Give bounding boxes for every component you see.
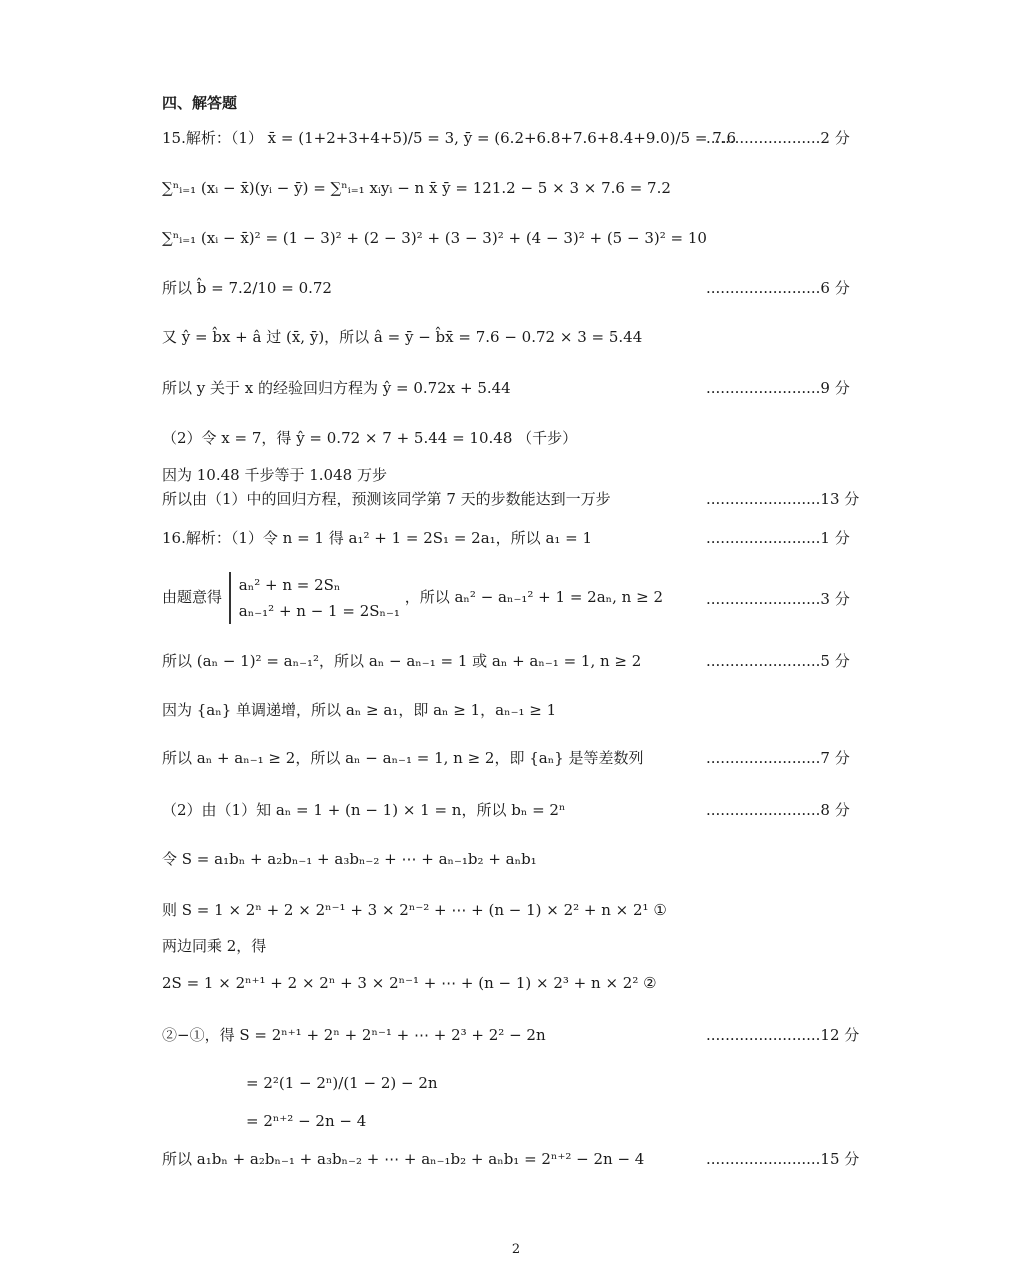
- q15-line-2: ∑ⁿᵢ₌₁ (xᵢ − x̄)(yᵢ − ȳ) = ∑ⁿᵢ₌₁ xᵢyᵢ − n x̄ ȳ = 121.2 − 5 × 3 × 7.6 = 7.2: [162, 179, 671, 197]
- q15-line-3: ∑ⁿᵢ₌₁ (xᵢ − x̄)² = (1 − 3)² + (2 − 3)² + (3 − 3)² + (4 − 3)² + (5 − 3)² = 10: [162, 229, 707, 247]
- q16-line-6: （2）由（1）知 aₙ = 1 + (n − 1) × 1 = n，所以 bₙ = 2ⁿ: [162, 801, 566, 819]
- system-eq-2: aₙ₋₁² + n − 1 = 2Sₙ₋₁: [238, 602, 400, 620]
- q15-line-4: 所以 b̂ = 7.2/10 = 0.72: [162, 279, 332, 297]
- q15-line-5: 又 ŷ = b̂x + â 过 (x̄, ȳ)，所以 â = ȳ − b̂x̄ = 7.6 − 0.72 × 3 = 5.44: [162, 328, 643, 346]
- q15-line-6: 所以 y 关于 x 的经验回归方程为 ŷ = 0.72x + 5.44: [162, 379, 511, 397]
- score-13: ........................13 分: [706, 490, 860, 508]
- section-heading: 四、解答题: [162, 94, 238, 112]
- q16-line-10: 2S = 1 × 2ⁿ⁺¹ + 2 × 2ⁿ + 3 × 2ⁿ⁻¹ + ⋯ + (n − 1) × 2³ + n × 2² ②: [162, 974, 657, 992]
- score-5: ........................5 分: [706, 652, 850, 670]
- q16-line-4: 因为 {aₙ} 单调递增，所以 aₙ ≥ a₁，即 aₙ ≥ 1，aₙ₋₁ ≥ 1: [162, 701, 557, 719]
- q16-line-14: 所以 a₁bₙ + a₂bₙ₋₁ + a₃bₙ₋₂ + ⋯ + aₙ₋₁b₂ + aₙb₁ = 2ⁿ⁺² − 2n − 4: [162, 1150, 645, 1168]
- score-15: ........................15 分: [706, 1150, 860, 1168]
- system-suffix: ，所以 aₙ² − aₙ₋₁² + 1 = 2aₙ, n ≥ 2: [404, 588, 663, 606]
- q16-line-11: ②−①，得 S = 2ⁿ⁺¹ + 2ⁿ + 2ⁿ⁻¹ + ⋯ + 2³ + 2² − 2n: [162, 1026, 546, 1044]
- score-1: ........................1 分: [706, 529, 850, 547]
- score-7: ........................7 分: [706, 749, 850, 767]
- q16-line-1: 16.解析：（1）令 n = 1 得 a₁² + 1 = 2S₁ = 2a₁，所以 a₁ = 1: [162, 529, 593, 547]
- system-prefix: 由题意得: [162, 588, 223, 606]
- q15-line-7: （2）令 x = 7，得 ŷ = 0.72 × 7 + 5.44 = 10.48 （千步）: [162, 429, 578, 447]
- q16-line-5: 所以 aₙ + aₙ₋₁ ≥ 2，所以 aₙ − aₙ₋₁ = 1, n ≥ 2，即 {aₙ} 是等差数列: [162, 749, 644, 767]
- equation-system: [229, 572, 400, 624]
- q15-line-1: 15.解析：（1） x̄ = (1+2+3+4+5)/5 = 3, ȳ = (6.2+6.8+7.6+8.4+9.0)/5 = 7.6: [162, 129, 737, 147]
- score-8: ........................8 分: [706, 801, 850, 819]
- q16-line-12: = 2²(1 − 2ⁿ)/(1 − 2) − 2n: [246, 1074, 438, 1092]
- system-eq-1: aₙ² + n = 2Sₙ: [238, 576, 341, 594]
- page-number: 2: [511, 1242, 521, 1257]
- score-9: ........................9 分: [706, 379, 850, 397]
- score-2: ........................2 分: [706, 129, 850, 147]
- q16-line-7: 令 S = a₁bₙ + a₂bₙ₋₁ + a₃bₙ₋₂ + ⋯ + aₙ₋₁b₂ + aₙb₁: [162, 850, 537, 868]
- score-3: ........................3 分: [706, 590, 850, 608]
- q16-line-3: 所以 (aₙ − 1)² = aₙ₋₁²，所以 aₙ − aₙ₋₁ = 1 或 aₙ + aₙ₋₁ = 1, n ≥ 2: [162, 652, 642, 670]
- score-6: ........................6 分: [706, 279, 850, 297]
- score-12: ........................12 分: [706, 1026, 860, 1044]
- q16-line-2: [162, 572, 663, 624]
- q15-line-9: 所以由（1）中的回归方程，预测该同学第 7 天的步数能达到一万步: [162, 490, 611, 508]
- q16-line-13: = 2ⁿ⁺² − 2n − 4: [246, 1112, 367, 1130]
- q15-line-8: 因为 10.48 千步等于 1.048 万步: [162, 466, 387, 484]
- q16-line-8: 则 S = 1 × 2ⁿ + 2 × 2ⁿ⁻¹ + 3 × 2ⁿ⁻² + ⋯ + (n − 1) × 2² + n × 2¹ ①: [162, 901, 667, 919]
- q16-line-9: 两边同乘 2，得: [162, 937, 267, 955]
